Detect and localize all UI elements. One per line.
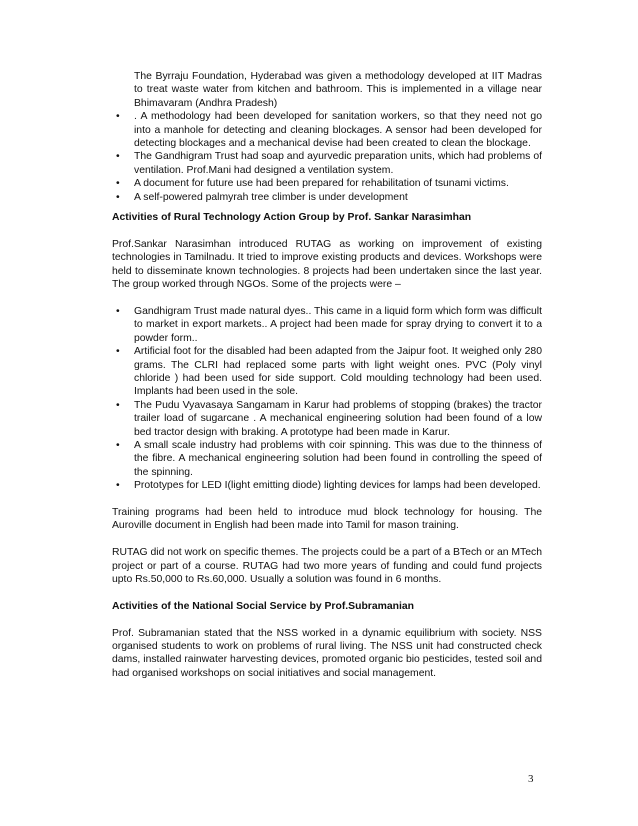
- list-item-text: Artificial foot for the disabled had been adapted from the Jaipur foot. It weighed only 280 grams. The CLRI had replaced some parts with light weight ones. PVC (Poly vinyl chloride ) had been used for side support. Cold moulding technology had been used. Implants had been used in the sole.: [134, 346, 542, 398]
- rutag-heading: Activities of Rural Technology Action Group by Prof. Sankar Narasimhan: [112, 212, 472, 224]
- list-item: [112, 479, 542, 492]
- list-item-text: Prototypes for LED I(light emitting diode) lighting devices for lamps had been developed.: [134, 480, 541, 492]
- list-item: [112, 345, 542, 399]
- bullet-icon: •: [116, 305, 120, 317]
- list-item-text: Gandhigram Trust made natural dyes.. This came in a liquid form which form was difficult to market in export markets.. A project had been made for spray drying to convert it to a powder form..: [134, 305, 542, 344]
- rutag-project-list: [112, 305, 542, 493]
- list-item: [112, 150, 542, 177]
- intro-bullet-list: [112, 110, 542, 204]
- list-item: [112, 191, 542, 204]
- bullet-icon: •: [116, 399, 120, 411]
- bullet-icon: •: [116, 151, 120, 163]
- bullet-icon: •: [116, 439, 120, 451]
- nss-paragraph: Prof. Subramanian stated that the NSS worked in a dynamic equilibrium with society. NSS organised students to work on problems of rural living. The NSS unit had constructed check dams, installed rainwater harvesting devices, promoted organic bio pesticides, tested soil and had organised workshops on social initiatives and social management.: [112, 627, 542, 679]
- intro-continuation: The Byrraju Foundation, Hyderabad was given a methodology developed at IIT Madras to treat waste water from kitchen and bathroom. This is implemented in a village near Bhimavaram (Andhra Pradesh): [134, 71, 542, 109]
- bullet-icon: •: [116, 111, 120, 123]
- list-item: [112, 439, 542, 479]
- nss-heading: Activities of the National Social Service by Prof.Subramanian: [112, 600, 414, 612]
- list-item-text: The Gandhigram Trust had soap and ayurvedic preparation units, which had problems of ventilation. Prof.Mani had designed a ventilation system.: [134, 151, 542, 176]
- list-item: [112, 305, 542, 345]
- list-item: [112, 177, 542, 190]
- bullet-icon: •: [116, 178, 120, 190]
- rutag-intro-paragraph: Prof.Sankar Narasimhan introduced RUTAG as working on improvement of existing technologies in Tamilnadu. It tried to improve existing products and devices. Workshops were held to disseminate known technologies. 8 projects had been undertaken since the last year. The group worked through NGOs. Some of the projects were –: [112, 238, 542, 291]
- list-item: [112, 110, 542, 150]
- document-page: [112, 70, 542, 680]
- list-item-text: The Pudu Vyavasaya Sangamam in Karur had problems of stopping (brakes) the tractor trailer load of sugarcane . A mechanical engineering solution had been found of a low bed tractor design with braking. A prototype had been made in Karur.: [134, 399, 542, 438]
- list-item-text: A document for future use had been prepared for rehabilitation of tsunami victims.: [134, 178, 509, 190]
- bullet-icon: •: [116, 346, 120, 358]
- list-item: [112, 399, 542, 439]
- rutag-training-paragraph: Training programs had been held to introduce mud block technology for housing. The Auroville document in English had been made into Tamil for mason training.: [112, 506, 542, 532]
- list-item-text: A self-powered palmyrah tree climber is under development: [134, 191, 408, 203]
- bullet-icon: •: [116, 191, 120, 203]
- list-item-text: . A methodology had been developed for sanitation workers, so that they need not go into a manhole for detecting and cleaning blockages. A sensor had been developed for detecting blockages and a mechanical devise had been created to clean the blockage.: [134, 111, 542, 150]
- page-number: 3: [528, 773, 534, 785]
- bullet-icon: •: [116, 480, 120, 492]
- rutag-funding-paragraph: RUTAG did not work on specific themes. The projects could be a part of a BTech or an MTech project or part of a course. RUTAG had two more years of funding and could fund projects upto Rs.50,000 to Rs.60,000. Usually a solution was found in 6 months.: [112, 547, 542, 585]
- list-item-text: A small scale industry had problems with coir spinning. This was due to the thinness of the fibre. A mechanical engineering solution had been found in controlling the speed of the spinning.: [134, 439, 542, 478]
